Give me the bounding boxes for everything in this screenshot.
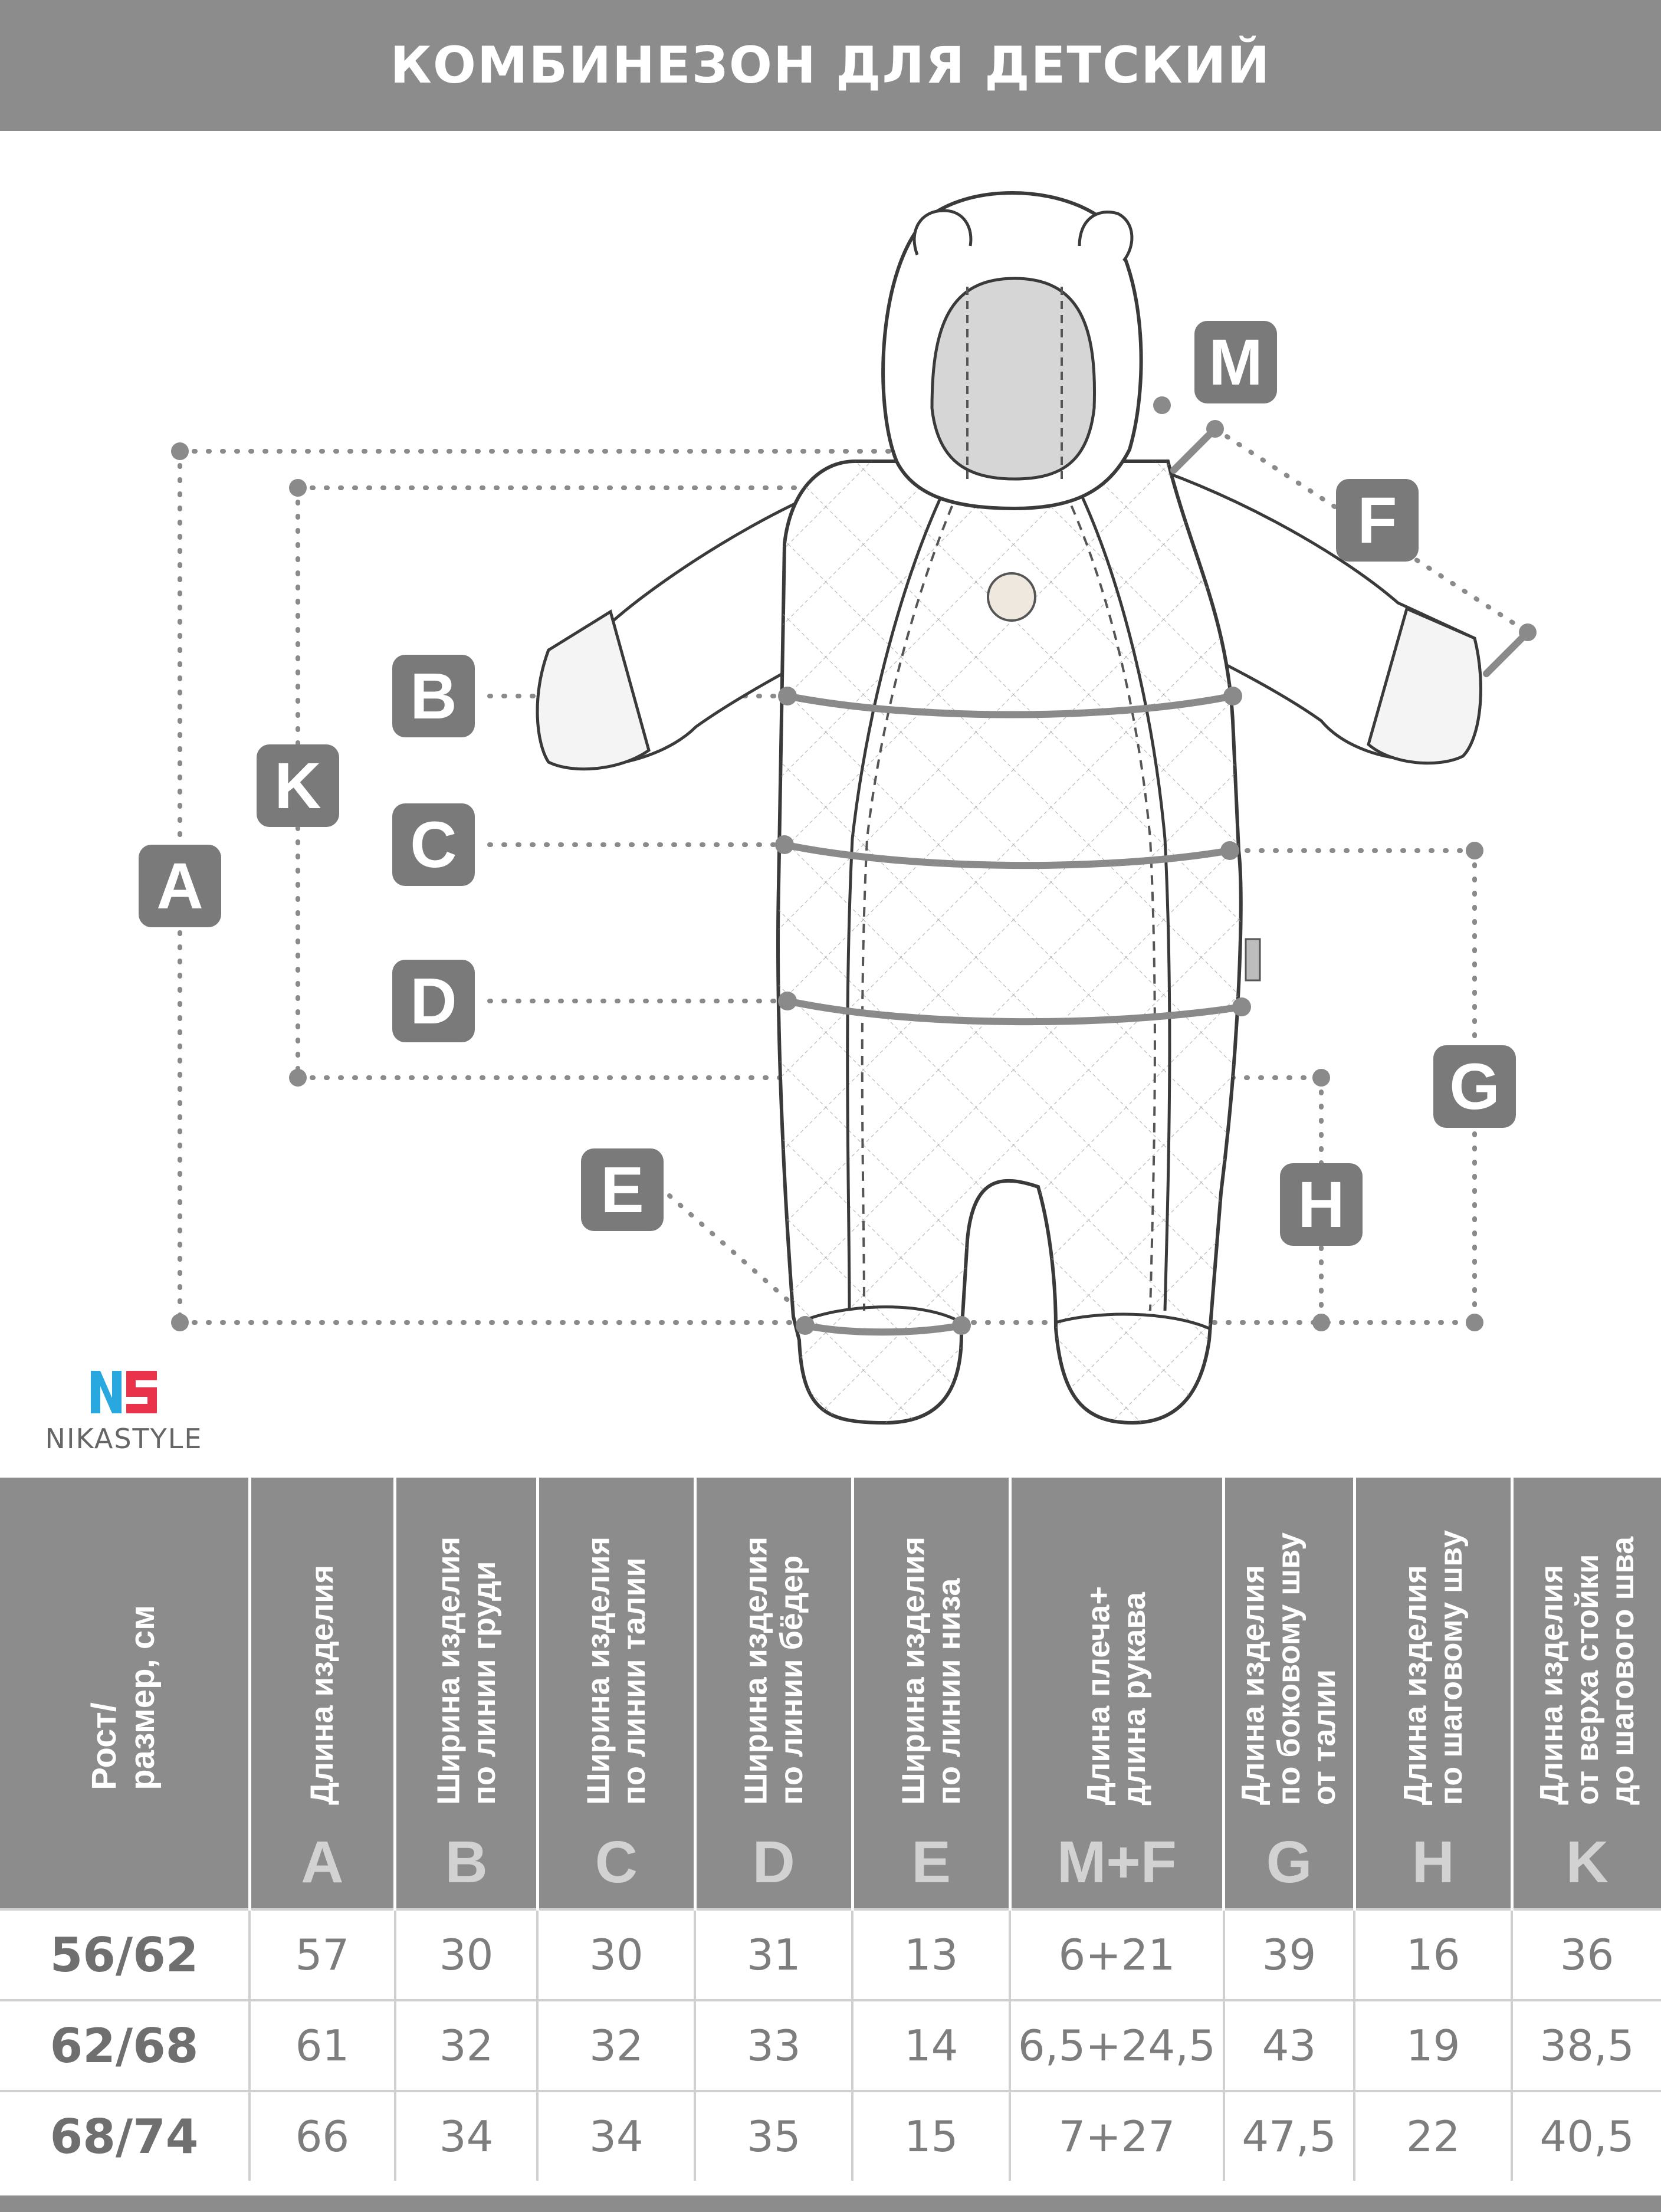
measurement-cell: 38,5 — [1512, 2000, 1661, 2091]
measurement-cell: 22 — [1354, 2091, 1512, 2181]
column-header-label: Длина плеча+ длина рукава — [1081, 1586, 1153, 1805]
svg-text:K: K — [274, 750, 321, 822]
svg-text:D: D — [410, 965, 457, 1038]
column-header — [1010, 1478, 1224, 1909]
measurement-cell: 66 — [250, 2091, 395, 2181]
column-header — [250, 1478, 395, 1909]
column-header-letter: B — [445, 1829, 488, 1895]
column-header-letter: D — [752, 1829, 795, 1895]
table-header-row — [0, 1478, 1661, 1909]
measurement-cell: 39 — [1224, 1909, 1355, 2000]
column-header-label: Длина изделия по боковому шву от талии — [1235, 1532, 1342, 1805]
column-header-label: Длина изделия от верха стойки до шагового шва — [1534, 1537, 1641, 1805]
button-icon — [988, 573, 1035, 621]
label-e — [581, 1148, 664, 1231]
measurement-cell: 19 — [1354, 2000, 1512, 2091]
measurement-cell: 33 — [695, 2000, 852, 2091]
measurement-cell: 32 — [537, 2000, 695, 2091]
page-title: КОМБИНЕЗОН ДЛЯ ДЕТСКИЙ — [390, 36, 1271, 95]
measurement-cell: 6,5+24,5 — [1010, 2000, 1224, 2091]
svg-text:G: G — [1449, 1051, 1500, 1123]
size-cell: 62/68 — [0, 2000, 250, 2091]
column-header-label: Ширина изделия по линии бёдер — [738, 1537, 809, 1805]
measurement-cell: 14 — [852, 2000, 1010, 2091]
label-d — [392, 960, 475, 1042]
svg-text:H: H — [1298, 1169, 1345, 1241]
table-row — [0, 2000, 1661, 2091]
label-g — [1433, 1045, 1516, 1128]
measurement-cell: 6+21 — [1010, 1909, 1224, 2000]
column-header — [0, 1478, 250, 1909]
label-m — [1194, 321, 1277, 403]
label-f — [1336, 479, 1419, 562]
measurement-cell: 34 — [537, 2091, 695, 2181]
table-body — [0, 1909, 1661, 2181]
measurement-cell: 31 — [695, 1909, 852, 2000]
column-header-label: Ширина изделия по линии груди — [431, 1537, 502, 1805]
column-header — [1512, 1478, 1661, 1909]
column-header — [395, 1478, 538, 1909]
measurement-cell: 35 — [695, 2091, 852, 2181]
column-header-label: Длина изделия по шаговому шву — [1397, 1530, 1469, 1805]
measurement-cell: 32 — [395, 2000, 538, 2091]
svg-text:M: M — [1209, 326, 1263, 399]
size-cell: 68/74 — [0, 2091, 250, 2181]
column-header-letter: M+F — [1057, 1829, 1177, 1895]
bottom-bar — [0, 2195, 1661, 2212]
measurement-cell: 40,5 — [1512, 2091, 1661, 2181]
column-header — [1224, 1478, 1355, 1909]
column-header-label: Ширина изделия по линии талии — [580, 1537, 652, 1805]
svg-text:C: C — [410, 809, 457, 881]
column-header-letter: H — [1411, 1829, 1455, 1895]
label-c — [392, 803, 475, 886]
brand-logo — [24, 1368, 224, 1463]
svg-text:B: B — [410, 660, 457, 733]
svg-text:A: A — [156, 850, 203, 923]
measurement-cell: 7+27 — [1010, 2091, 1224, 2181]
tag-label — [1246, 939, 1260, 980]
table-row — [0, 2091, 1661, 2181]
column-header — [1354, 1478, 1512, 1909]
column-header-letter: E — [911, 1829, 951, 1895]
size-cell: 56/62 — [0, 1909, 250, 2000]
garment-diagram — [0, 131, 1661, 1479]
measurement-cell: 36 — [1512, 1909, 1661, 2000]
svg-text:E: E — [600, 1154, 644, 1226]
column-header — [852, 1478, 1010, 1909]
column-header-letter: C — [595, 1829, 638, 1895]
column-header-letter: G — [1266, 1829, 1312, 1895]
ns-logo-icon — [88, 1368, 159, 1416]
label-b — [392, 655, 475, 737]
size-table — [0, 1478, 1661, 2181]
measurement-cell: 61 — [250, 2000, 395, 2091]
svg-text:F: F — [1357, 484, 1397, 557]
table-row — [0, 1909, 1661, 2000]
column-header-label: Длина изделия — [304, 1565, 340, 1805]
brand-name: NIKASTYLE — [45, 1423, 203, 1455]
column-header — [695, 1478, 852, 1909]
measurement-cell: 15 — [852, 2091, 1010, 2181]
hood — [883, 193, 1141, 508]
column-header — [537, 1478, 695, 1909]
measurement-cell: 43 — [1224, 2000, 1355, 2091]
measurement-cell: 13 — [852, 1909, 1010, 2000]
label-a — [139, 845, 221, 927]
page-header — [0, 0, 1661, 131]
measurement-cell: 16 — [1354, 1909, 1512, 2000]
label-h — [1280, 1163, 1363, 1246]
column-header-letter: A — [301, 1829, 344, 1895]
column-header-label: Рост/ размер, см — [85, 1605, 162, 1790]
measurement-cell: 34 — [395, 2091, 538, 2181]
column-header-letter: K — [1565, 1829, 1609, 1895]
label-k — [257, 744, 339, 827]
measurement-cell: 47,5 — [1224, 2091, 1355, 2181]
column-header-label: Ширина изделия по линии низа — [895, 1537, 967, 1805]
measurement-cell: 30 — [537, 1909, 695, 2000]
measurement-cell: 57 — [250, 1909, 395, 2000]
measurement-cell: 30 — [395, 1909, 538, 2000]
